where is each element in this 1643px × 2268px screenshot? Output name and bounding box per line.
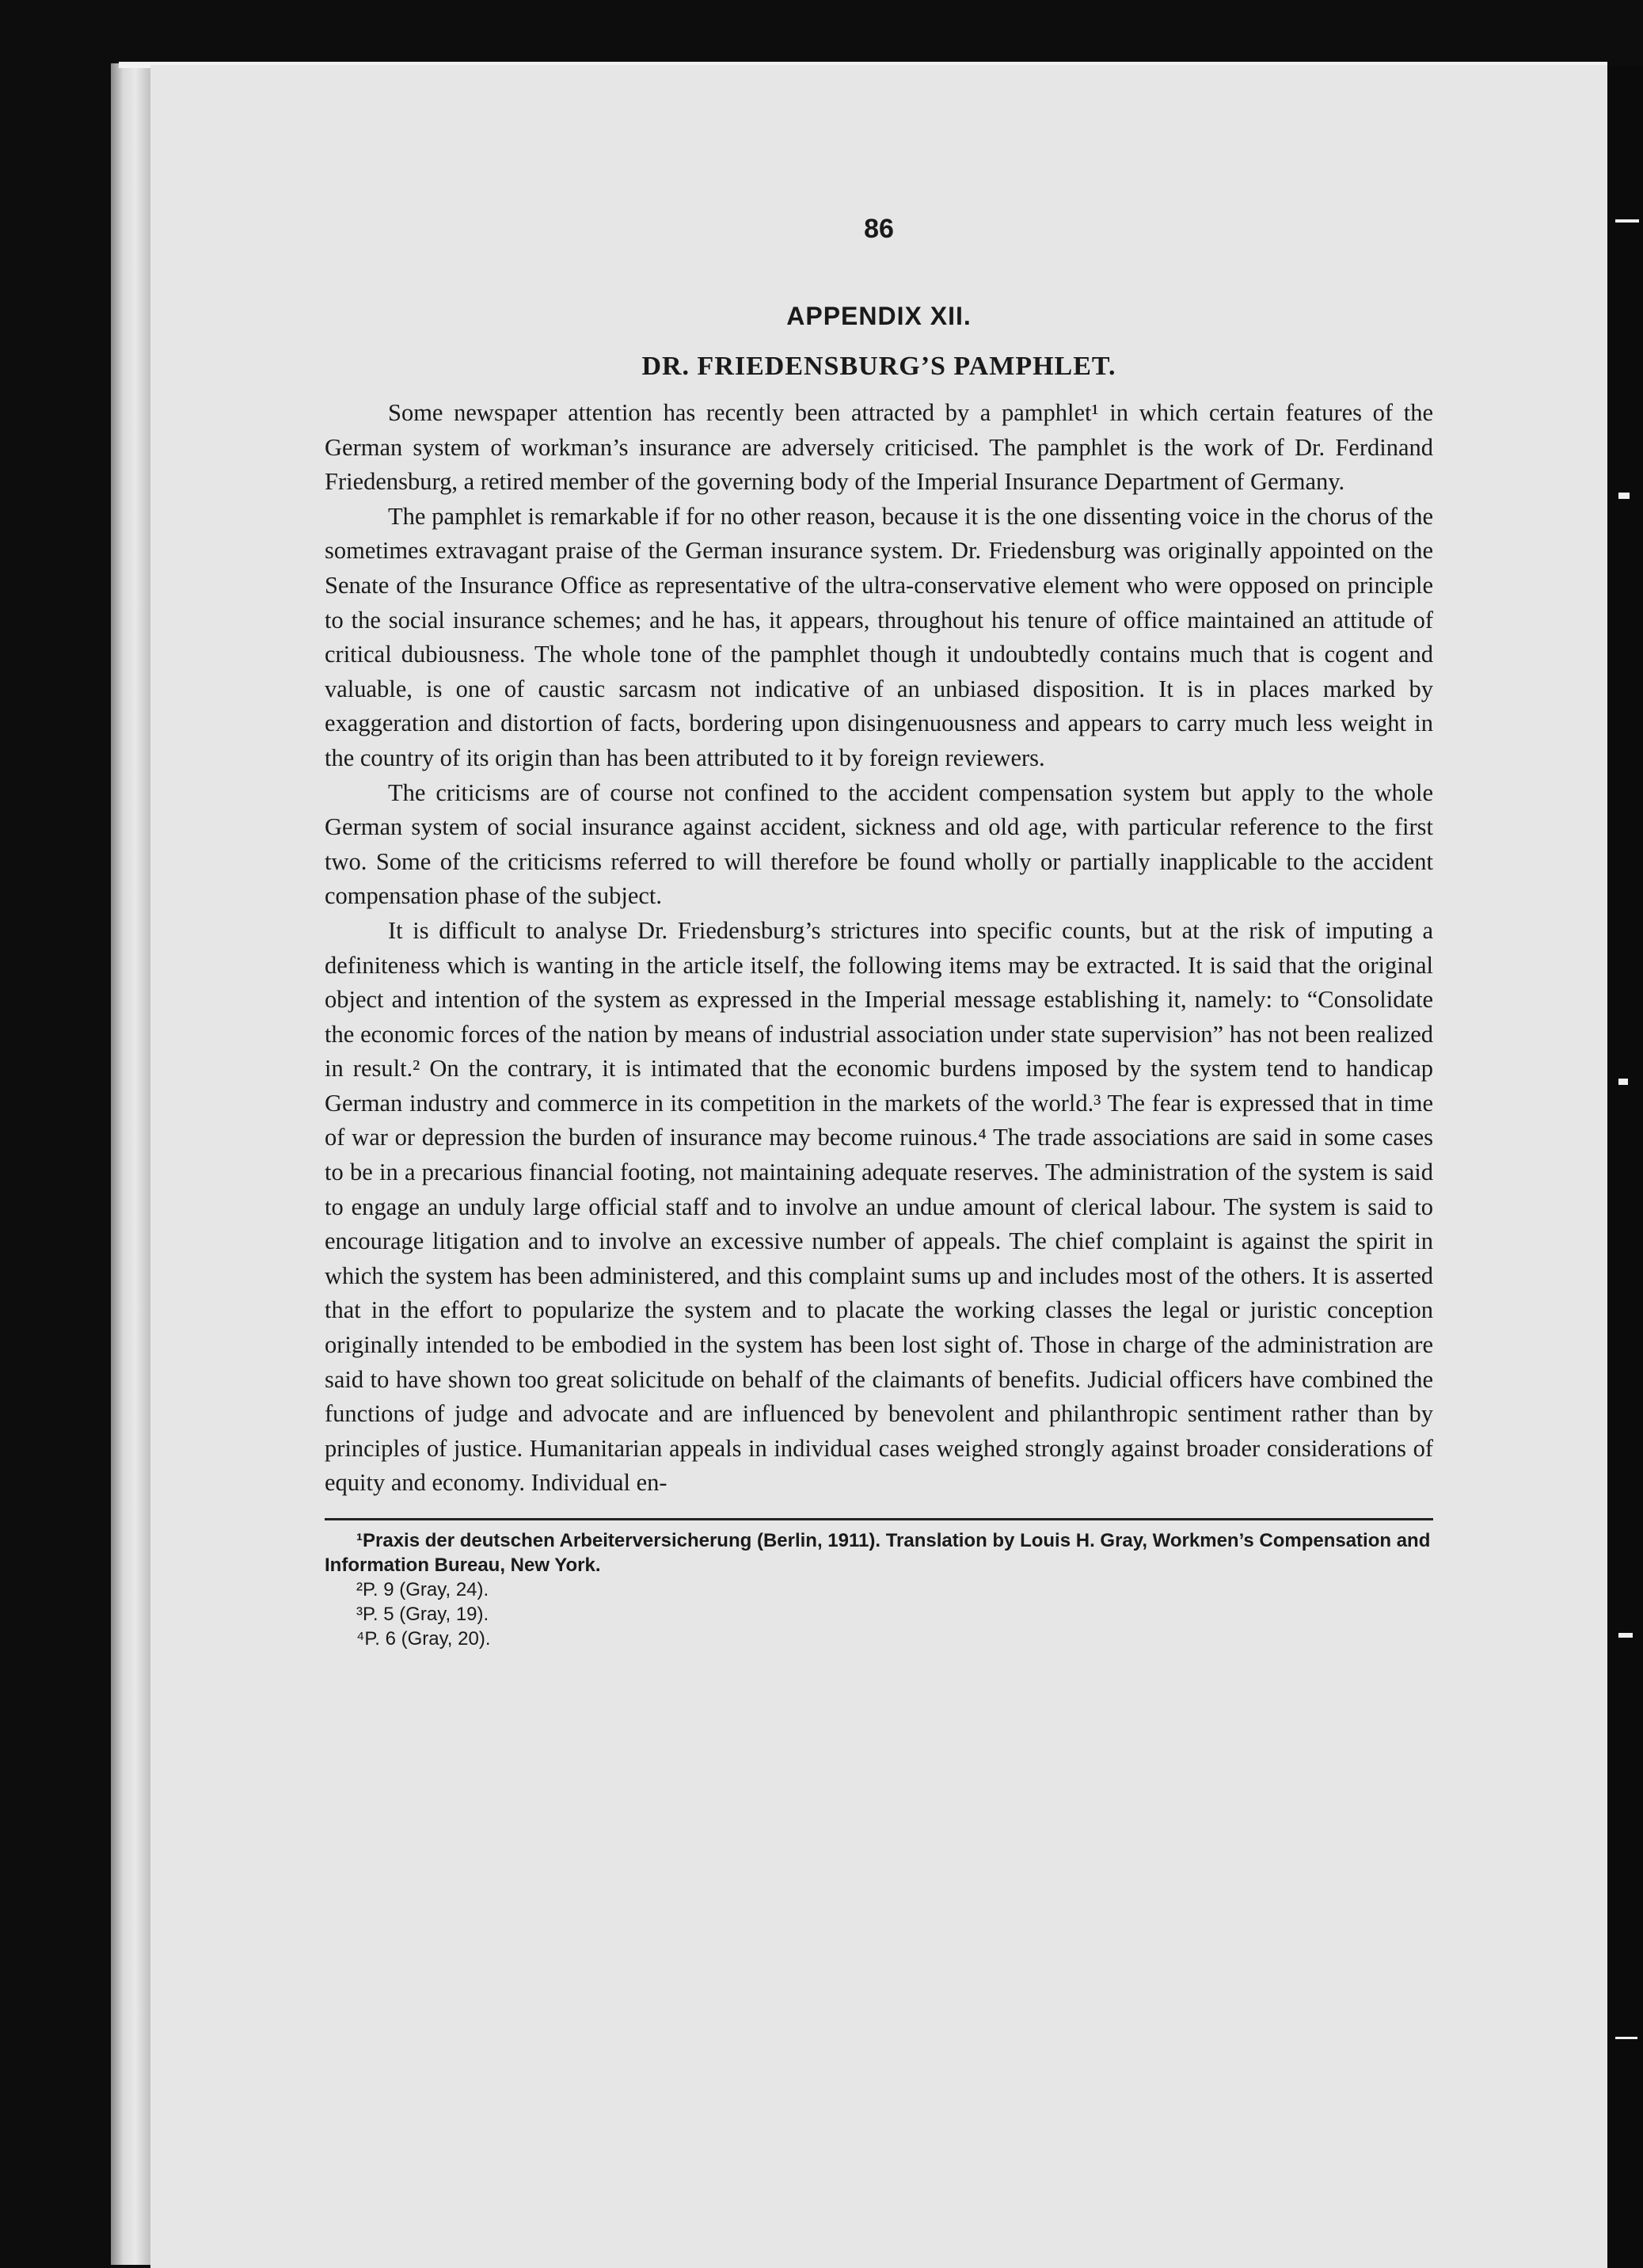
footnotes: [325, 1528, 1433, 1651]
edge-tick-mark: [1618, 1633, 1633, 1638]
edge-tick-mark: [1615, 2037, 1637, 2039]
article-title: DR. FRIEDENSBURG’S PAMPHLET.: [641, 352, 1116, 381]
edge-tick-mark: [1618, 493, 1630, 499]
footnote: ¹Praxis der deutschen Arbeiterversicherung (Berlin, 1911). Translation by Louis H. Gray, Workmen’s Compensation and Information Bureau, New York.: [325, 1530, 1431, 1576]
scan-right-margin: [1607, 65, 1643, 2268]
page-binding-edge: [111, 63, 152, 2265]
page-number: 86: [864, 214, 894, 244]
footnote: ²P. 9 (Gray, 24).: [356, 1579, 489, 1600]
footnote-divider: [325, 1518, 1433, 1520]
page-content: [325, 214, 1433, 1651]
paragraph: It is difficult to analyse Dr. Friedensburg’s strictures into specific counts, but at the risk of imputing a definiteness which is wanting in the article itself, the following items may be extracted. It is said that the original object and intention of the system as expressed in the Imperial message establishing it, namely: to “Consolidate the economic forces of the nation by means of industrial association under state supervision” has not been realized in result.² On the contrary, it is intimated that the economic burdens imposed by the system tend to handicap German industry and commerce in its competition in the markets of the world.³ The fear is expressed that in time of war or depression the burden of insurance may become ruinous.⁴ The trade associations are said in some cases to be in a precarious financial footing, not maintaining adequate reserves. The administration of the system is said to engage an unduly large official staff and to involve an undue amount of clerical labour. The system is said to encourage litigation and to involve an excessive number of appeals. The chief complaint is against the spirit in which the system has been administered, and this complaint sums up and includes most of the others. It is asserted that in the effort to popularize the system and to placate the working classes the legal or juristic conception originally intended to be embodied in the system has been lost sight of. Those in charge of the administration are said to have shown too great solicitude on behalf of the claimants of benefits. Judicial officers have combined the functions of judge and advocate and are influenced by benevolent and philanthropic sentiment rather than by principles of justice. Humanitarian appeals in individual cases weighed strongly against broader considerations of equity and economy. Individual en-: [325, 916, 1433, 1497]
paragraph: The pamphlet is remarkable if for no other reason, because it is the one dissenting voice in the chorus of the sometimes extravagant praise of the German insurance system. Dr. Friedensburg was originally appointed on the Senate of the Insurance Office as representative of the ultra-conservative element who were opposed on principle to the social insurance schemes; and he has, it appears, throughout his tenure of office maintained an attitude of critical dubiousness. The whole tone of the pamphlet though it undoubtedly contains much that is cogent and valuable, is one of caustic sarcasm not indicative of an unbiased disposition. It is in places marked by exaggeration and distortion of facts, bordering upon disingenuousness and appears to carry much less weight in the country of its origin than has been attributed to it by foreign reviewers.: [325, 502, 1433, 771]
footnote: ³P. 5 (Gray, 19).: [356, 1604, 489, 1625]
appendix-heading: APPENDIX XII.: [786, 302, 972, 330]
edge-tick-mark: [1618, 1079, 1628, 1085]
paragraph: Some newspaper attention has recently been attracted by a pamphlet¹ in which certain features of the German system of workman’s insurance are adversely criticised. The pamphlet is the work of Dr. Ferdinand Friedensburg, a retired member of the governing body of the Imperial Insurance Department of Germany.: [325, 399, 1433, 496]
body-text: [325, 396, 1433, 1501]
paragraph: The criticisms are of course not confined to the accident compensation system but apply to the whole German system of social insurance against accident, sickness and old age, with particular reference to the first two. Some of the criticisms referred to will therefore be found wholly or partially inapplicable to the accident compensation phase of the subject.: [325, 778, 1433, 910]
edge-tick-mark: [1615, 219, 1639, 223]
footnote: ⁴P. 6 (Gray, 20).: [356, 1628, 491, 1650]
